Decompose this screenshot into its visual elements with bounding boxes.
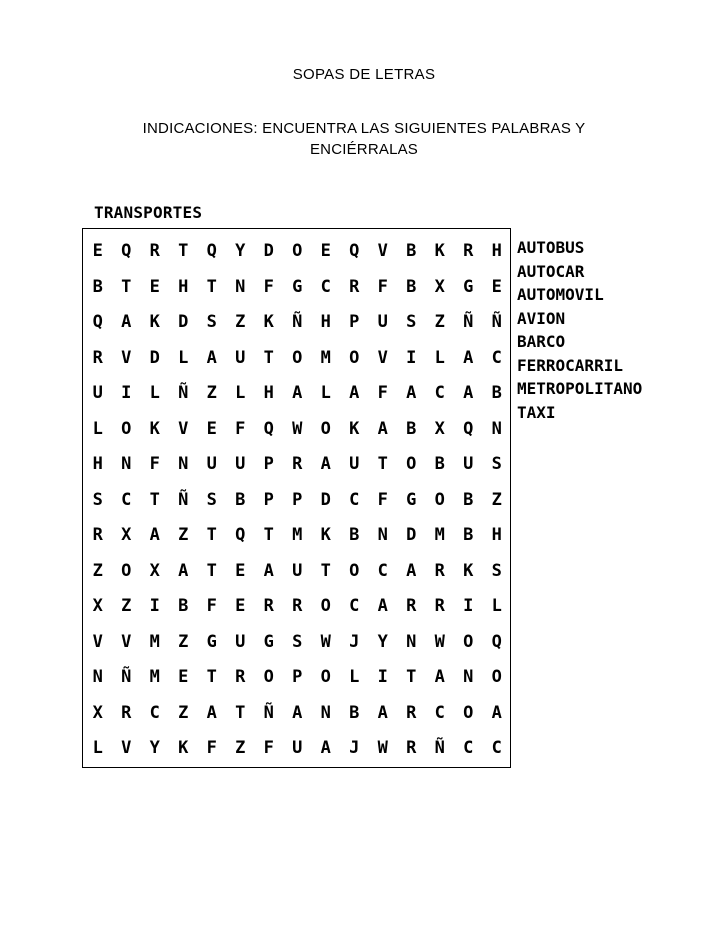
grid-letter[interactable]: Ñ [292,312,303,332]
grid-letter[interactable]: R [349,276,360,297]
grid-letter[interactable]: Ñ [178,489,189,510]
grid-letter[interactable]: U [377,312,388,332]
grid-letter[interactable]: E [491,276,502,297]
grid-letter[interactable]: D [149,347,160,368]
grid-letter[interactable]: M [149,631,160,652]
grid-letter[interactable]: K [463,560,474,581]
grid-letter[interactable]: C [434,702,445,723]
grid-letter[interactable]: Z [178,702,189,723]
grid-letter[interactable]: K [149,418,160,439]
grid-letter[interactable]: D [178,312,189,332]
grid-letter[interactable]: I [377,667,388,687]
grid-letter[interactable]: M [149,667,160,687]
grid-letter[interactable]: S [206,312,217,332]
grid-letter[interactable]: Z [178,525,189,545]
grid-letter[interactable]: B [349,702,360,723]
grid-letter[interactable]: E [320,241,331,261]
grid-letter[interactable]: B [178,596,189,616]
grid-letter[interactable]: L [235,383,246,403]
grid-letter[interactable]: M [292,525,303,545]
grid-letter[interactable]: X [92,596,103,616]
grid-letter[interactable]: R [434,560,445,581]
grid-letter[interactable]: Q [235,525,246,545]
grid-letter[interactable]: B [406,241,417,261]
grid-letter[interactable]: O [121,560,132,581]
grid-letter[interactable]: V [92,631,103,652]
word-list-item: AUTOCAR [517,261,585,281]
grid-letter[interactable]: A [463,383,474,403]
grid-letter[interactable]: P [263,454,274,474]
grid-letter[interactable]: T [263,525,274,545]
grid-letter[interactable]: O [121,418,132,439]
grid-letter[interactable]: R [434,596,445,616]
grid-letter[interactable]: Z [121,596,132,616]
grid-letter[interactable]: U [463,454,474,474]
grid-letter[interactable]: X [149,560,160,581]
grid-letter[interactable]: O [320,667,331,687]
word-list [517,236,642,424]
grid-letter[interactable]: Z [206,383,217,403]
grid-letter[interactable]: O [320,418,331,439]
grid-letter[interactable]: C [349,489,360,510]
grid-letter[interactable]: B [235,489,246,510]
grid-letter[interactable]: S [406,312,417,332]
grid-letter[interactable]: D [406,525,417,545]
grid-letter[interactable]: E [149,276,160,297]
grid-letter[interactable]: A [121,312,132,332]
grid-letter[interactable]: O [292,347,303,368]
grid-letter[interactable]: R [92,347,103,368]
grid-letter[interactable]: U [235,631,246,652]
grid-letter[interactable]: E [178,667,189,687]
grid-letter[interactable]: P [292,667,303,687]
grid-letter[interactable]: O [491,667,502,687]
grid-letter[interactable]: S [292,631,303,652]
grid-letter[interactable]: U [92,383,103,403]
grid-letter[interactable]: S [92,489,103,510]
grid-letter[interactable]: N [463,667,474,687]
word-search-grid [82,228,511,768]
grid-letter[interactable]: A [406,383,417,403]
grid-letter[interactable]: E [235,560,246,581]
grid-letter[interactable]: J [349,631,360,652]
grid-letter[interactable]: Z [434,312,445,332]
grid-letter[interactable]: A [178,560,189,581]
grid-letter[interactable]: F [235,418,246,439]
grid-letter[interactable]: L [320,383,331,403]
grid-letter[interactable]: Ñ [463,312,474,332]
grid-letter[interactable]: T [121,276,132,297]
grid-letter[interactable]: L [178,347,189,368]
grid-letter[interactable]: B [463,525,474,545]
word-list-item: TAXI [517,402,556,422]
grid-letter[interactable]: J [349,738,360,758]
grid-letter[interactable]: U [292,560,303,581]
grid-letter[interactable]: X [92,702,103,723]
instructions-line-1: INDICACIONES: ENCUENTRA LAS SIGUIENTES PALABRAS Y [142,120,586,137]
grid-letter[interactable]: C [121,489,132,510]
grid-letter[interactable]: A [263,560,274,581]
grid-letter[interactable]: I [406,347,417,368]
grid-letter[interactable]: M [434,525,445,545]
grid-letter[interactable]: F [149,454,160,474]
grid-letter[interactable]: N [491,418,502,439]
grid-letter[interactable]: S [491,560,502,581]
grid-letter[interactable]: T [149,489,160,510]
grid-letter[interactable]: A [206,702,217,723]
grid-letter[interactable]: B [463,489,474,510]
grid-letter[interactable]: Q [349,241,360,261]
grid-letter[interactable]: O [349,347,360,368]
grid-letter[interactable]: B [406,276,417,297]
grid-letter[interactable]: V [121,631,132,652]
grid-letter[interactable]: W [292,418,303,439]
grid-letter[interactable]: A [377,418,388,439]
grid-letter[interactable]: T [206,525,217,545]
grid-letter[interactable]: W [377,738,388,758]
grid-letter[interactable]: G [463,276,474,297]
grid-letter[interactable]: V [377,347,388,368]
grid-letter[interactable]: X [434,276,445,297]
grid-letter[interactable]: A [292,383,303,403]
grid-letter[interactable]: Ñ [178,383,189,403]
grid-letter[interactable]: A [349,383,360,403]
grid-letter[interactable]: T [206,276,217,297]
grid-letter[interactable]: K [320,525,331,545]
grid-letter[interactable]: B [434,454,445,474]
grid-letter[interactable]: O [463,631,474,652]
grid-letter[interactable]: R [292,454,303,474]
grid-letter[interactable]: U [349,454,360,474]
grid-letter[interactable]: N [235,276,246,297]
grid-letter[interactable]: E [235,596,246,616]
grid-letter[interactable]: R [406,738,417,758]
grid-letter[interactable]: H [491,525,502,545]
category-heading: TRANSPORTES [94,203,203,222]
word-list-item: AVION [517,308,566,328]
grid-letter[interactable]: K [349,418,360,439]
grid-letter[interactable]: V [178,418,189,439]
grid-letter[interactable]: A [320,454,331,474]
grid-letter[interactable]: H [320,312,331,332]
grid-letter[interactable]: B [92,276,103,297]
grid-letter[interactable]: B [406,418,417,439]
grid-letter[interactable]: H [263,383,274,403]
grid-letter[interactable]: Ñ [491,312,502,332]
page-title: SOPAS DE LETRAS [292,66,436,83]
grid-letter[interactable]: Q [491,631,502,652]
grid-letter[interactable]: N [121,454,132,474]
grid-letter[interactable]: R [235,667,246,687]
grid-letter[interactable]: F [377,383,388,403]
grid-letter[interactable]: O [263,667,274,687]
grid-letter[interactable]: A [377,702,388,723]
grid-letter[interactable]: F [263,738,274,758]
grid-letter[interactable]: Z [178,631,189,652]
grid-letter[interactable]: Q [206,241,217,261]
grid-letter[interactable]: N [178,454,189,474]
grid-letter[interactable]: S [491,454,502,474]
grid-letter[interactable]: P [263,489,274,510]
grid-letter[interactable]: P [292,489,303,510]
grid-letter[interactable]: C [491,347,502,368]
grid-letter[interactable]: F [206,738,217,758]
grid-letter[interactable]: U [206,454,217,474]
instructions [100,118,628,160]
grid-letter[interactable]: C [463,738,474,758]
grid-letter[interactable]: O [349,560,360,581]
grid-letter[interactable]: W [320,631,331,652]
grid-letter[interactable]: T [377,454,388,474]
grid-letter[interactable]: V [121,738,132,758]
grid-letter[interactable]: E [92,241,103,261]
grid-letter[interactable]: U [235,347,246,368]
word-list-item: BARCO [517,332,566,351]
grid-letter[interactable]: A [491,702,502,723]
grid-letter[interactable]: S [206,489,217,510]
grid-letter[interactable]: T [235,702,246,723]
grid-letter[interactable]: T [178,241,189,261]
grid-letter[interactable]: R [463,241,474,261]
grid-letter[interactable]: D [263,241,274,261]
grid-letter[interactable]: Ñ [121,667,132,687]
grid-letter[interactable]: I [463,596,474,616]
grid-letter[interactable]: A [377,596,388,616]
word-list-item: METROPOLITANO [517,379,643,398]
grid-letter[interactable]: A [406,560,417,581]
grid-letter[interactable]: R [149,241,160,261]
grid-letter[interactable]: Y [149,738,160,758]
grid-letter[interactable]: T [320,560,331,581]
grid-letter[interactable]: Q [263,418,274,439]
grid-letter[interactable]: R [121,702,132,723]
grid-letter[interactable]: R [263,596,274,616]
grid-letter[interactable]: K [263,312,274,332]
grid-letter[interactable]: N [320,702,331,723]
grid-letter[interactable]: Z [235,738,246,758]
grid-letter[interactable]: L [92,418,103,439]
grid-letter[interactable]: K [149,312,160,332]
grid-letter[interactable]: V [121,347,132,368]
grid-letter[interactable]: Z [235,312,246,332]
grid-letter[interactable]: C [320,276,331,297]
grid-letter[interactable]: R [92,525,103,545]
grid-letter[interactable]: L [349,667,360,687]
grid-letter[interactable]: G [406,489,417,510]
grid-letter[interactable]: F [377,489,388,510]
grid-letter[interactable]: N [406,631,417,652]
grid-letter[interactable]: D [320,489,331,510]
grid-letter[interactable]: Ñ [263,702,274,723]
grid-letter[interactable]: L [491,596,502,616]
grid-letter[interactable]: O [292,241,303,261]
grid-letter[interactable]: Q [121,241,132,261]
instructions-line-2: ENCIÉRRALAS [309,141,419,158]
grid-letter[interactable]: A [206,347,217,368]
grid-letter[interactable]: Q [92,312,103,332]
word-list-item: AUTOMOVIL [517,285,604,304]
grid-letter[interactable]: U [235,454,246,474]
grid-letter[interactable]: P [349,312,360,332]
grid-letter[interactable]: T [206,560,217,581]
grid-letter[interactable]: Y [235,241,246,261]
grid-letter[interactable]: T [206,667,217,687]
grid-letter[interactable]: A [292,702,303,723]
grid-letter[interactable]: L [434,347,445,368]
grid-letter[interactable]: W [434,631,445,652]
grid-letter[interactable]: C [434,383,445,403]
grid-letter[interactable]: A [463,347,474,368]
grid-letter[interactable]: L [149,383,160,403]
grid-letter[interactable]: B [349,525,360,545]
grid-letter[interactable]: T [263,347,274,368]
grid-letter[interactable]: X [434,418,445,439]
grid-letter[interactable]: A [149,525,160,545]
grid-letter[interactable]: K [178,738,189,758]
grid-letter[interactable]: R [292,596,303,616]
grid-letter[interactable]: R [406,596,417,616]
grid-letter[interactable]: R [406,702,417,723]
grid-letter[interactable]: U [292,738,303,758]
grid-letter[interactable]: Ñ [434,738,445,758]
grid-letter[interactable]: C [149,702,160,723]
grid-letter[interactable]: L [92,738,103,758]
grid-letter[interactable]: G [206,631,217,652]
grid-letter[interactable]: G [263,631,274,652]
word-list-item: AUTOBUS [517,238,585,257]
grid-letter[interactable]: C [491,738,502,758]
word-list-item: FERROCARRIL [517,355,623,375]
grid-letter[interactable]: V [377,241,388,261]
grid-letter[interactable]: Y [377,631,388,652]
grid-letter[interactable]: O [434,489,445,510]
grid-letter[interactable]: T [406,667,417,687]
grid-letter[interactable]: I [149,596,160,616]
grid-letter[interactable]: X [121,525,132,545]
grid-letter[interactable]: E [206,418,217,439]
grid-letter[interactable]: B [491,383,502,403]
grid-letter[interactable]: O [320,596,331,616]
grid-letter[interactable]: H [178,276,189,297]
grid-letter[interactable]: C [349,596,360,616]
grid-letter[interactable]: C [377,560,388,581]
grid-letter[interactable]: F [377,276,388,297]
grid-letter[interactable]: O [406,454,417,474]
grid-letter[interactable]: Q [463,418,474,439]
grid-letter[interactable]: H [491,241,502,261]
grid-letter[interactable]: Z [491,489,502,510]
grid-letter[interactable]: N [377,525,388,545]
grid-letter[interactable]: F [206,596,217,616]
grid-letter[interactable]: H [92,454,103,474]
grid-letter[interactable]: A [434,667,445,687]
grid-letter[interactable]: I [121,383,132,403]
grid-letter[interactable]: Z [92,560,103,581]
grid-letter[interactable]: F [263,276,274,297]
grid-letter[interactable]: O [463,702,474,723]
grid-letter[interactable]: A [320,738,331,758]
grid-letter[interactable]: N [92,667,103,687]
grid-letter[interactable]: G [292,276,303,297]
grid-letter[interactable]: M [320,347,331,368]
grid-letter[interactable]: K [434,241,445,261]
